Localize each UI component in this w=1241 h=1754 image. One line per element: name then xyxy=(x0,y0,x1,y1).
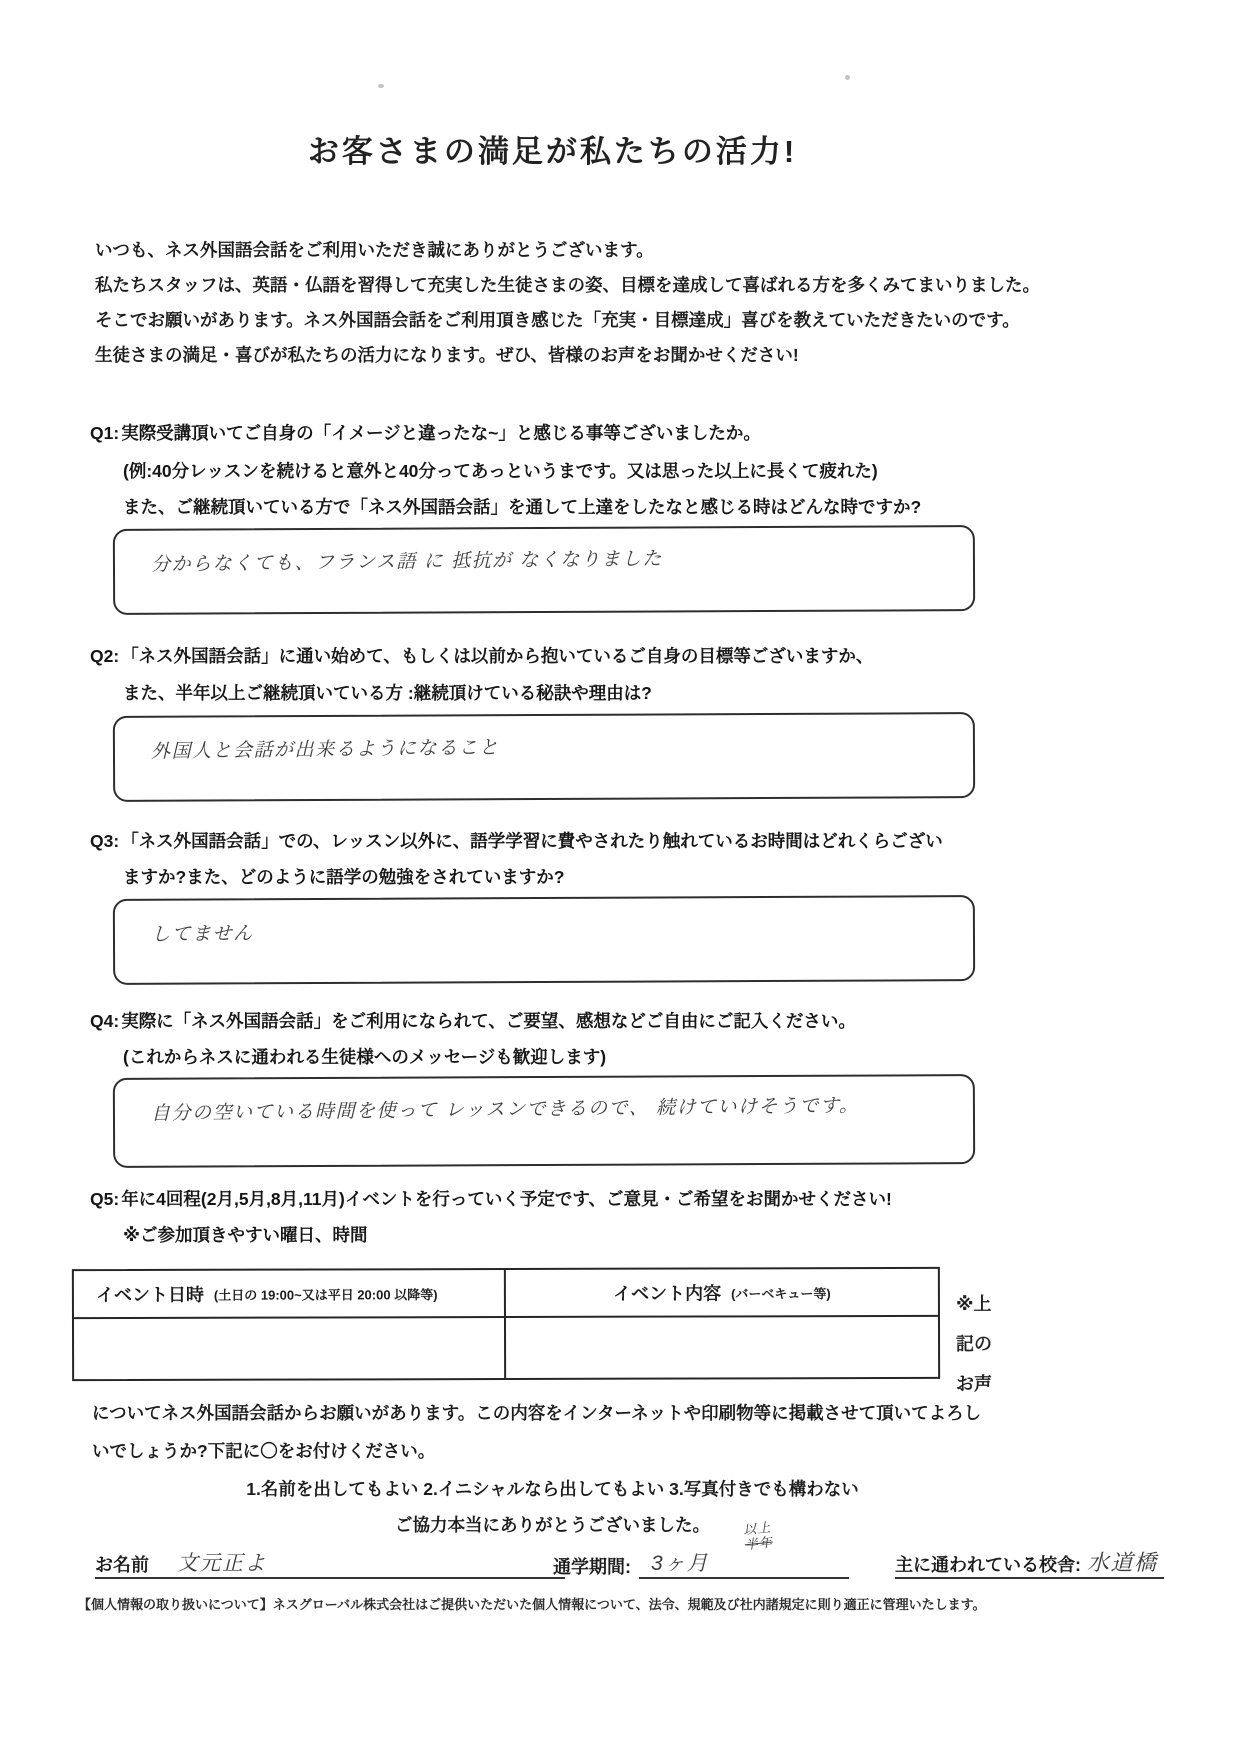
q3-answer-box xyxy=(113,895,975,985)
intro-line: 私たちスタッフは、英語・仏語を習得して充実した生徒さまの姿、目標を達成して喜ばれる方を多くみてまいりました。 xyxy=(95,275,1040,295)
q5-text: 年に4回程(2月,5月,8月,11月)イベントを行っていく予定です、ご意見・ご希望をお聞かせください! xyxy=(121,1189,892,1209)
q1-label: Q1: xyxy=(90,423,120,443)
name-field xyxy=(95,1547,565,1579)
q3-label: Q3: xyxy=(90,831,120,851)
period-note-bottom: 半年 xyxy=(744,1534,774,1553)
q4-label: Q4: xyxy=(90,1011,120,1031)
period-handwritten-note xyxy=(743,1520,774,1553)
period-handwritten-value: 3ヶ月 xyxy=(651,1552,710,1575)
q5-note: ※ご参加頂きやすい曜日、時間 xyxy=(123,1225,368,1245)
school-field xyxy=(895,1546,1164,1579)
event-date-cell xyxy=(74,1318,506,1379)
page-title: お客さまの満足が私たちの活力! xyxy=(307,134,798,169)
event-content-header: イベント内容 xyxy=(613,1283,722,1304)
q3-question xyxy=(90,828,943,853)
q1-question xyxy=(90,420,761,445)
q2-handwritten-answer: 外国人と会話が出来るようになること xyxy=(150,737,500,763)
q3-subtext: ますか?また、どのように語学の勉強をされていますか? xyxy=(123,867,565,887)
intro-paragraph xyxy=(95,240,1165,380)
q3-text: 「ネス外国語会話」での、レッスン以外に、語学学習に費やされたり触れているお時間はどれくらござい xyxy=(121,831,943,851)
event-date-header-cell xyxy=(74,1270,506,1317)
q2-subtext: また、半年以上ご継続頂いている方 :継続頂けている秘訣や理由は? xyxy=(123,683,652,703)
q2-answer-box xyxy=(113,712,975,802)
q2-label: Q2: xyxy=(90,646,120,666)
name-label: お名前 xyxy=(95,1555,149,1575)
intro-line: 生徒さまの満足・喜びが私たちの活力になります。ぜひ、皆様のお声をお聞かせください! xyxy=(95,345,799,365)
thanks-line: ご協力本当にありがとうございました。 xyxy=(395,1515,710,1535)
name-handwritten-value: 文元正よ xyxy=(177,1552,267,1575)
scan-artifact xyxy=(845,75,850,80)
event-content-header-cell xyxy=(506,1269,938,1316)
q1-text: 実際受講頂いてご自身の「イメージと違ったな~」と感じる事等ございましたか。 xyxy=(121,423,761,443)
permission-line2: いでしょうか?下記に〇をお付けください。 xyxy=(92,1441,436,1461)
q3-handwritten-answer: してません xyxy=(150,923,254,946)
side-note-line: 記の xyxy=(956,1334,992,1354)
q2-text: 「ネス外国語会話」に通い始めて、もしくは以前から抱いているご自身の目標等ございますか、 xyxy=(121,646,874,666)
q4-question xyxy=(90,1008,856,1033)
q4-subtext: (これからネスに通われる生徒様へのメッセージも歓迎します) xyxy=(123,1047,607,1067)
permission-line1: についてネス外国語会話からお願いがあります。この内容をインターネットや印刷物等に掲載させて頂いてよろし xyxy=(92,1403,982,1423)
permission-options: 1.名前を出してもよい 2.イニシャルなら出してもよい 3.写真付きでも構わない xyxy=(246,1479,859,1499)
event-table xyxy=(72,1267,940,1381)
q4-answer-box xyxy=(113,1074,975,1168)
event-table-header-row xyxy=(74,1269,938,1319)
period-label: 通学期間: xyxy=(553,1557,631,1577)
q1-example: (例:40分レッスンを続けると意外と40分ってあっというまです。又は思った以上に長くて疲れた) xyxy=(123,461,878,481)
school-handwritten-value: 水道橋 xyxy=(1087,1550,1158,1575)
event-date-header: イベント日時 xyxy=(95,1284,204,1306)
period-underline xyxy=(639,1519,849,1579)
q1-handwritten-answer: 分からなくても、フランス語 に 抵抗が なくなりました xyxy=(150,548,663,576)
q1-subtext: また、ご継続頂いている方で「ネス外国語会話」を通して上達をしたなと感じる時はどんな時ですか? xyxy=(123,497,922,517)
event-content-cell xyxy=(506,1317,938,1378)
school-label: 主に通われている校舎: xyxy=(895,1555,1081,1575)
side-note-line: ※上 xyxy=(956,1294,992,1314)
q1-answer-box xyxy=(113,525,975,615)
period-field xyxy=(553,1519,849,1579)
event-date-note: (土日の 19:00~又は平日 20:00 以降等) xyxy=(213,1286,438,1303)
intro-line: そこでお願いがあります。ネス外国語会話をご利用頂き感じた「充実・目標達成」喜びを教えていただきたいのです。 xyxy=(95,310,1020,330)
scan-artifact xyxy=(378,84,384,88)
q2-question xyxy=(90,643,873,668)
intro-line: いつも、ネス外国語会話をご利用いただき誠にありがとうございます。 xyxy=(95,240,654,260)
event-content-note: (バーベキュー等) xyxy=(731,1285,831,1301)
q4-handwritten-answer: 自分の空いている時間を使って レッスンできるので、 続けていけそうです。 xyxy=(150,1095,860,1125)
privacy-note: 【個人情報の取り扱いについて】ネスグローバル株式会社はご提供いただいた個人情報について、法令、規範及び社内諸規定に則り適正に管理いたします。 xyxy=(78,1597,986,1612)
q4-text: 実際に「ネス外国語会話」をご利用になられて、ご要望、感想などご自由にご記入ください。 xyxy=(121,1011,856,1031)
side-note-line: お声 xyxy=(956,1374,992,1394)
table-side-note xyxy=(956,1284,1016,1404)
q5-label: Q5: xyxy=(90,1189,120,1209)
event-table-body-row xyxy=(74,1317,938,1379)
period-note-top: 以上 xyxy=(742,1519,772,1538)
q5-question xyxy=(90,1186,892,1211)
